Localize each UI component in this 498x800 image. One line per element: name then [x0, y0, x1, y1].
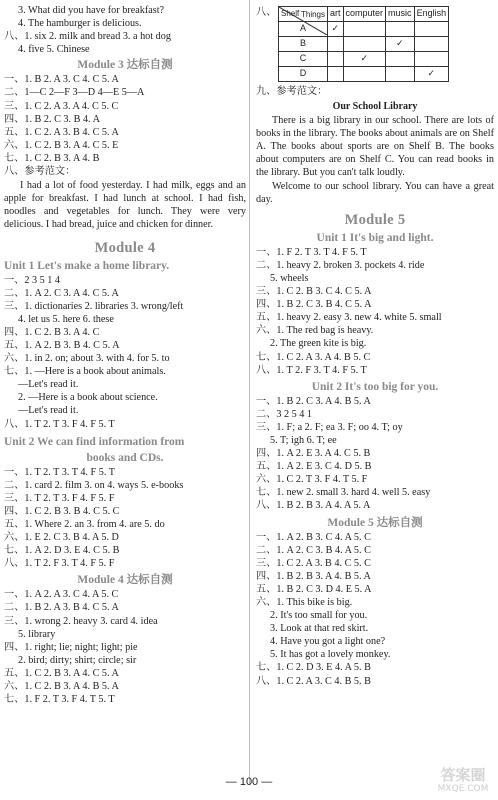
answer-line: 一、1. A 2. A 3. C 4. A 5. C [4, 589, 119, 601]
m4-unit1-title: Unit 1 Let's make a home library. [4, 259, 170, 272]
answer-line: 五、1. heavy 2. easy 3. new 4. white 5. small [256, 312, 442, 324]
table-row-label: B [279, 37, 328, 52]
table-row [279, 67, 449, 82]
table-column-header: music [386, 7, 415, 22]
shelf-table [278, 6, 449, 82]
watermark-top: 答案圈 [440, 766, 486, 784]
library-essay-title: Our School Library [332, 101, 418, 113]
shelf-table-label: 八、 [256, 7, 277, 18]
table-row-label: A [279, 22, 328, 37]
answer-line: 六、1. C 2. T 3. F 4. T 5. F [256, 474, 368, 486]
answer-line: 四、1. B 2. C 3. B 4. A [4, 113, 100, 125]
empty-cell [386, 52, 415, 67]
answer-line: 六、1. The red bag is heavy. [256, 325, 374, 337]
answer-line: 三、1. wrong 2. heavy 3. card 4. idea [4, 615, 158, 627]
answer-line: 七、1. —Here is a book about animals. [4, 366, 166, 378]
module5-test-answers [256, 531, 494, 688]
module3-test-title: Module 3 达标自测 [77, 59, 173, 72]
m5-unit2-title: Unit 2 It's too big for you. [311, 380, 439, 393]
answer-line: 六、1. C 2. B 3. A 4. B 5. A [4, 681, 119, 693]
answer-line: 六、1. in 2. on; about 3. with 4. for 5. to [4, 353, 170, 365]
corner-top-label: Things [300, 10, 325, 19]
answer-line: 4. Have you got a light one? [270, 636, 386, 648]
shelf-table-block [256, 6, 494, 82]
answer-line: —Let's read it. [18, 405, 79, 417]
answer-line: 五、1. Where 2. an 3. from 4. are 5. do [4, 519, 165, 530]
m4-unit1-answers [4, 274, 246, 431]
m5-unit1-title: Unit 1 It's big and light. [316, 231, 434, 244]
answer-line: 四、1. B 2. C 3. B 4. C 5. A [256, 299, 372, 311]
check-mark-cell: ✓ [386, 37, 415, 52]
answer-line: 四、1. C 2. B 3. A 4. C [4, 326, 100, 338]
module4-test-answers [4, 588, 246, 706]
answer-line: 三、1. dictionaries 2. libraries 3. wrong/left [4, 300, 184, 312]
m4-unit2-title-line2: books and CDs. [86, 451, 164, 464]
check-mark-cell: ✓ [328, 22, 344, 37]
check-mark-cell: ✓ [414, 67, 449, 82]
library-essay-paragraph-2: Welcome to our school library. You can have a great day. [256, 180, 494, 205]
answer-line: 四、1. C 2. B 3. B 4. C 5. C [4, 505, 120, 517]
answer-line: 五、1. A 2. E 3. C 4. D 5. B [256, 461, 372, 473]
m5-unit1-answers [256, 246, 494, 377]
answer-line: 5. It has got a lovely monkey. [270, 649, 391, 661]
answer-line: 四、1. right; lie; night; light; pie [4, 641, 138, 653]
ref-essay-label: 九、参考范文： [256, 86, 328, 97]
empty-cell [414, 37, 449, 52]
answer-line: 七、1. A 2. D 3. E 4. C 5. B [4, 545, 120, 557]
answer-line: 5. wheels [270, 272, 309, 284]
answer-line: 5. library [18, 628, 56, 640]
answer-line: 二、1. card 2. film 3. on 4. ways 5. e-books [4, 479, 184, 491]
answer-line: 七、1. new 2. small 3. hard 4. well 5. easy [256, 487, 431, 499]
answer-line: 二、1. A 2. C 3. A 4. C 5. A [4, 287, 119, 299]
answer-line: 5. T; igh 6. T; ee [270, 434, 337, 446]
table-row [279, 52, 449, 67]
answer-line: 五、1. A 2. B 3. B 4. C 5. A [4, 339, 120, 351]
answer-line: 六、1. This bike is big. [256, 597, 353, 608]
empty-cell [414, 52, 449, 67]
answer-line: 七、1. C 2. A 3. A 4. B 5. C [256, 351, 371, 363]
m4-unit2-title-line1: Unit 2 We can find information from [4, 435, 185, 448]
table-column-header: computer [343, 7, 386, 22]
left-column [4, 4, 246, 706]
answer-line: 四、1. A 2. E 3. A 4. C 5. B [256, 448, 371, 460]
answer-line: 一、1. T 2. T 3. T 4. F 5. T [4, 466, 115, 478]
column-divider [249, 0, 250, 785]
answer-line: 六、1. E 2. C 3. B 4. A 5. D [4, 532, 119, 544]
module3-test-answers [4, 73, 246, 178]
answer-line: 五、1. B 2. C 3. D 4. E 5. A [256, 583, 372, 595]
corner-bottom-label: Shelf [281, 8, 300, 18]
answer-line: 一、2 3 5 1 4 [4, 274, 61, 286]
empty-cell [386, 67, 415, 82]
answer-line: 二、3 2 5 4 1 [256, 408, 313, 420]
answer-line: 一、1. B 2. C 3. A 4. B 5. A [256, 395, 371, 407]
answer-line: 三、1. F; a 2. F; ea 3. F; oo 4. T; oy [256, 421, 403, 433]
answer-line: 二、1. A 2. C 3. B 4. A 5. C [256, 544, 371, 556]
table-corner-cell [279, 7, 328, 22]
answer-line: 八、1. B 2. B 3. A 4. A 5. A [256, 500, 371, 512]
table-row-label: D [279, 67, 328, 82]
answer-line: 3. What did you have for breakfast? [18, 5, 165, 16]
module5-title: Module 5 [344, 211, 406, 228]
answer-line: 三、1. C 2. A 3. A 4. C 5. C [4, 100, 119, 112]
answer-line: 八、1. T 2. T 3. F 4. F 5. T [4, 418, 115, 430]
answer-line: 一、1. B 2. A 3. C 4. C 5. A [4, 74, 119, 86]
answer-line: 七、1. F 2. T 3. F 4. T 5. T [4, 694, 115, 706]
answer-line: 七、1. C 2. B 3. A 4. B [4, 152, 100, 164]
module5-test-title: Module 5 达标自测 [327, 516, 423, 529]
answer-line: 2. —Here is a book about science. [18, 392, 158, 404]
answer-line: 六、1. C 2. B 3. A 4. C 5. E [4, 139, 119, 151]
answer-line: 二、1. heavy 2. broken 3. pockets 4. ride [256, 259, 425, 271]
library-essay-paragraph-1: There is a big library in our school. There are lots of books in the library. The books about animals are on Shelf A. The books about sports are on Shelf B. The books about computers are on Shelf C. You can read books in the library. But you can't talk loudly. [256, 115, 494, 179]
empty-cell [343, 37, 386, 52]
answer-line: 三、1. C 2. A 3. B 4. C 5. C [256, 557, 371, 569]
check-mark-cell: ✓ [343, 52, 386, 67]
module4-test-title: Module 4 达标自测 [77, 574, 173, 587]
answer-line: 2. It's too small for you. [270, 610, 368, 622]
empty-cell [343, 67, 386, 82]
answer-line: 2. The green kite is big. [270, 338, 367, 350]
empty-cell [328, 37, 344, 52]
answer-line: 二、1. B 2. A 3. B 4. C 5. A [4, 602, 119, 614]
answer-line: 4. The hamburger is delicious. [18, 18, 142, 30]
answer-line: 五、1. C 2. A 3. B 4. C 5. A [4, 126, 119, 138]
answer-line: 4. let us 5. here 6. these [18, 313, 114, 325]
table-column-header: art [328, 7, 344, 22]
empty-cell [343, 22, 386, 37]
module3-essay: I had a lot of food yesterday. I had milk, eggs and an apple for breakfast. I had lunch at school. I had fish, noodles and vegetables for lunch. They were very delicious. I had bread, juice and chicken for dinner. [4, 180, 246, 231]
answer-line: 4. five 5. Chinese [18, 44, 90, 56]
watermark-logo [430, 768, 496, 798]
answer-line: 四、1. B 2. B 3. A 4. B 5. A [256, 570, 371, 582]
answer-line: 2. bird; dirty; shirt; circle; sir [18, 654, 137, 666]
answer-line: 八、参考范文： [4, 166, 76, 178]
answer-line: 五、1. C 2. B 3. A 4. C 5. A [4, 667, 119, 679]
answer-line: —Let's read it. [18, 379, 79, 391]
answer-line: 一、1. A 2. B 3. C 4. A 5. C [256, 531, 371, 543]
table-column-header: English [414, 7, 449, 22]
answer-line: 三、1. C 2. B 3. C 4. C 5. A [256, 286, 372, 298]
right-column [256, 4, 494, 688]
empty-cell [328, 67, 344, 82]
m5-unit2-answers [256, 395, 494, 513]
answer-line: 八、1. C 2. A 3. C 4. B 5. B [256, 675, 371, 687]
module4-title: Module 4 [94, 239, 156, 256]
empty-cell [414, 22, 449, 37]
answer-line: 三、1. T 2. T 3. F 4. F 5. F [4, 492, 115, 504]
answer-line: 七、1. C 2. D 3. E 4. A 5. B [256, 662, 371, 674]
empty-cell [386, 22, 415, 37]
page-number: — 100 — [225, 776, 273, 788]
answer-line: 一、1. F 2. T 3. T 4. F 5. T [256, 246, 367, 258]
table-row [279, 37, 449, 52]
empty-cell [328, 52, 344, 67]
module2-answers-tail [4, 4, 246, 56]
answer-line: 八、1. T 2. F 3. T 4. F 5. F [4, 558, 115, 570]
answer-line: 3. Look at that red skirt. [270, 623, 369, 635]
watermark-bottom: MXQE.COM [437, 784, 489, 794]
m4-unit2-answers [4, 466, 246, 571]
answer-line: 八、1. T 2. F 3. T 4. F 5. T [256, 364, 367, 376]
answer-line: 八、1. six 2. milk and bread 3. a hot dog [4, 31, 171, 43]
answer-line: 二、1—C 2—F 3—D 4—E 5—A [4, 87, 145, 99]
table-row-label: C [279, 52, 328, 67]
